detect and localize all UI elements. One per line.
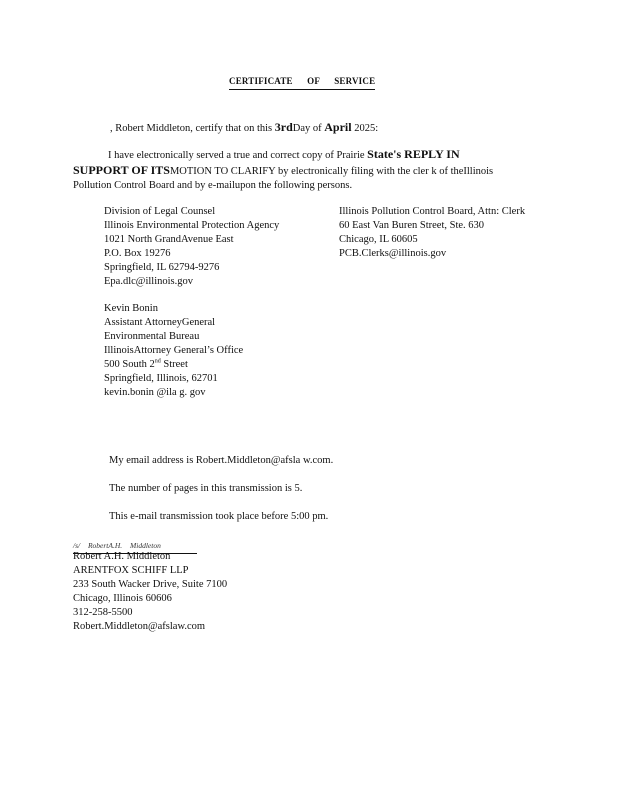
ag-street-rest: Street [160,359,188,370]
ag-city: Springfield, Illinois, 62701 [104,373,218,384]
service-line-1a: I have electronically served a true and correct copy of Prairie [108,150,368,161]
ag-title: Assistant AttorneyGeneral [104,317,216,328]
signer-name: Robert A.H. Middleton [73,551,171,562]
signer-email: Robert.Middleton@afslaw.com [73,621,206,632]
time-statement: This e-mail transmission took place before 5:00 pm. [109,511,329,522]
service-line-2 [73,163,553,179]
address-line: Springfield, IL 62794-9276 [104,262,220,273]
email-statement: My email address is Robert.Middleton@afsla w.com. [109,455,334,466]
service-line-1b: State's REPLY IN [367,147,460,161]
certify-statement [110,120,378,136]
address-line: Chicago, IL 60605 [339,234,418,245]
board-email: PCB.Clerks@illinois.gov [339,248,447,259]
address-line: 60 East Van Buren Street, Ste. 630 [339,220,485,231]
document-title: CERTIFICATE OF SERVICE [229,74,375,90]
address-line: P.O. Box 19276 [104,248,171,259]
certify-suffix: 2025: [351,123,379,134]
address-line: Illinois Environmental Protection Agency [104,220,280,231]
certify-prefix: , Robert Middleton, certify that on this [110,123,275,134]
epa-email: Epa.dlc@illinois.gov [104,276,193,287]
service-line-2b: MOTION TO CLARIFY by electronically filing with the cler k of theIllinois [169,166,494,177]
signer-city: Chicago, Illinois 60606 [73,593,172,604]
service-paragraph [73,147,553,193]
signer-street: 233 South Wacker Drive, Suite 7100 [73,579,228,590]
certify-month: April [324,120,352,134]
service-line-1 [73,147,553,163]
certify-mid: Day of [292,123,325,134]
ag-name: Kevin Bonin [104,303,158,314]
recipient-ag-address [104,302,243,400]
ag-street [104,358,243,372]
pages-statement: The number of pages in this transmission is 5. [109,483,303,494]
ag-street-sup: nd [154,358,161,365]
certify-day: 3rd [274,120,293,134]
signer-firm: ARENTFOX SCHIFF LLP [73,565,189,576]
electronic-signature: /s/ RobertA.H. Middleton [73,539,197,554]
recipient-board-address [339,205,525,261]
recipient-epa-address [104,205,279,289]
ag-office: IllinoisAttorney General’s Office [104,345,244,356]
signature-block [73,550,227,634]
address-line: 1021 North GrandAvenue East [104,234,234,245]
ag-street-num: 500 South 2 [104,359,155,370]
address-line: Illinois Pollution Control Board, Attn: Clerk [339,206,526,217]
address-line: Division of Legal Counsel [104,206,216,217]
service-line-3: Pollution Control Board and by e-mailupon the following persons. [73,180,353,191]
ag-bureau: Environmental Bureau [104,331,200,342]
service-line-2a: SUPPORT OF ITS [73,163,170,177]
ag-email: kevin.bonin @ila g. gov [104,387,206,398]
signer-phone: 312-258-5500 [73,607,133,618]
